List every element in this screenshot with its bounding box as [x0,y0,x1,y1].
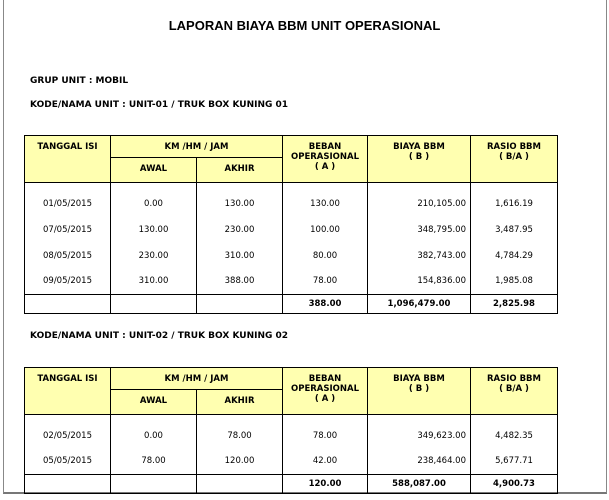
cell: 05/05/2015 [25,449,111,475]
cell: 3,487.95 [471,217,558,243]
table-row [25,243,558,269]
unit-label: KODE/NAMA UNIT : UNIT-01 / TRUK BOX KUNING 01 [30,100,289,110]
header-awal: AWAL [111,158,197,183]
cell: 382,743.00 [368,243,471,269]
cell: 80.00 [283,243,368,269]
cell: 100.00 [283,217,368,243]
cell: 1,616.19 [471,183,558,217]
cell: 238,464.00 [368,449,471,475]
report-title: LAPORAN BIAYA BBM UNIT OPERASIONAL [168,18,441,33]
cell: 78.00 [283,269,368,295]
cell: 08/05/2015 [25,243,111,269]
cell: 120.00 [197,449,283,475]
total-rasio: 4,900.73 [471,475,558,494]
unit-table [24,367,558,494]
table-row [25,217,558,243]
total-biaya: 588,087.00 [368,475,471,494]
cell: 78.00 [111,449,197,475]
header-tanggal: TANGGAL ISI [25,136,111,183]
table-row [25,415,558,449]
unit-table [24,135,558,314]
cell: 230.00 [111,243,197,269]
header-biaya: BIAYA BBM ( B ) [368,136,471,183]
cell: 310.00 [111,269,197,295]
header-km: KM /HM / JAM [111,368,283,390]
table-row [25,449,558,475]
header-beban: BEBAN OPERASIONAL ( A ) [283,368,368,415]
cell: 230.00 [197,217,283,243]
cell: 130.00 [197,183,283,217]
header-awal: AWAL [111,390,197,415]
cell: 130.00 [111,217,197,243]
cell: 130.00 [283,183,368,217]
cell: 5,677.71 [471,449,558,475]
cell: 42.00 [283,449,368,475]
table-row [25,269,558,295]
header-tanggal: TANGGAL ISI [25,368,111,415]
cell: 310.00 [197,243,283,269]
header-biaya: BIAYA BBM ( B ) [368,368,471,415]
cell: 78.00 [283,415,368,449]
cell: 210,105.00 [368,183,471,217]
grup-unit-label: GRUP UNIT : MOBIL [30,76,129,86]
cell: 4,784.29 [471,243,558,269]
header-rasio: RASIO BBM ( B/A ) [471,136,558,183]
header-akhir: AKHIR [197,158,283,183]
header-rasio: RASIO BBM ( B/A ) [471,368,558,415]
cell: 1,985.08 [471,269,558,295]
cell: 07/05/2015 [25,217,111,243]
total-rasio: 2,825.98 [471,295,558,314]
cell: 02/05/2015 [25,415,111,449]
header-km: KM /HM / JAM [111,136,283,158]
cell: 348,795.00 [368,217,471,243]
cell: 388.00 [197,269,283,295]
total-row [25,295,558,314]
header-akhir: AKHIR [197,390,283,415]
cell: 01/05/2015 [25,183,111,217]
total-row [25,475,558,494]
cell: 349,623.00 [368,415,471,449]
cell: 0.00 [111,415,197,449]
total-beban: 388.00 [283,295,368,314]
unit-label: KODE/NAMA UNIT : UNIT-02 / TRUK BOX KUNING 02 [30,331,289,341]
header-beban: BEBAN OPERASIONAL ( A ) [283,136,368,183]
cell: 0.00 [111,183,197,217]
table-row [25,183,558,217]
total-biaya: 1,096,479.00 [368,295,471,314]
cell: 09/05/2015 [25,269,111,295]
cell: 4,482.35 [471,415,558,449]
cell: 154,836.00 [368,269,471,295]
total-beban: 120.00 [283,475,368,494]
cell: 78.00 [197,415,283,449]
